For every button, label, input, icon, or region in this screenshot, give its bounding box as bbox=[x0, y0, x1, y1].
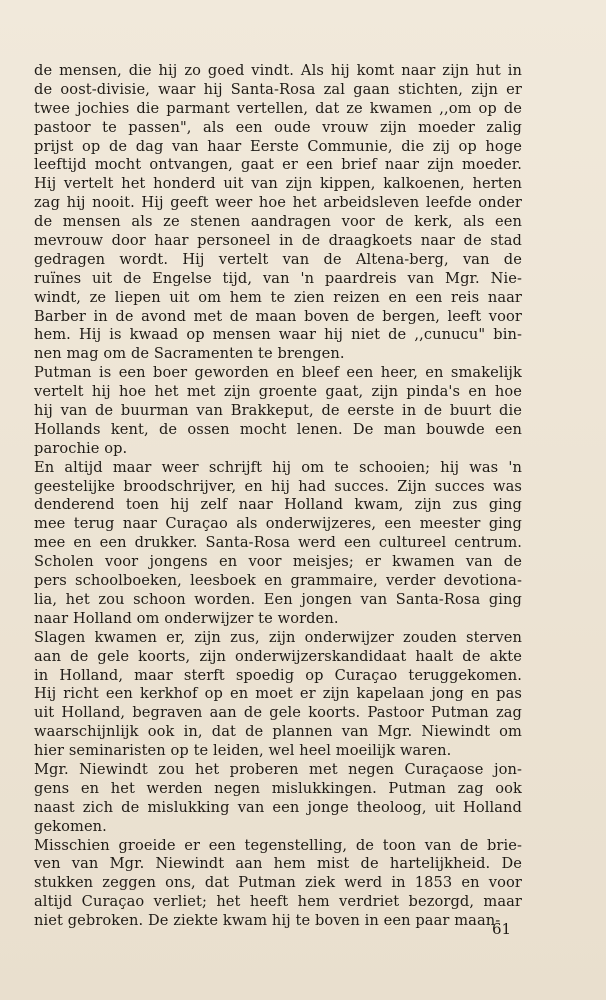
text-line: hem. Hij is kwaad op mensen waar hij niet de ,,cunucu" bin- bbox=[34, 326, 522, 344]
text-line: mee terug naar Curaçao als onderwijzeres, een meester ging bbox=[34, 515, 522, 533]
text-line: twee jochies die parmant vertellen, dat ze kwamen ,,om op de bbox=[34, 99, 522, 117]
text-line: Putman is een boer geworden en bleef een heer, en smakelijk bbox=[34, 364, 522, 382]
text-line: vertelt hij hoe het met zijn groente gaat, zijn pinda's en hoe bbox=[34, 383, 522, 401]
text-line: lia, het zou schoon worden. Een jongen van Santa-Rosa ging bbox=[34, 590, 522, 608]
text-line: waarschijnlijk ook in, dat de plannen van Mgr. Niewindt om bbox=[34, 723, 522, 741]
text-line: En altijd maar weer schrijft hij om te schooien; hij was 'n bbox=[34, 458, 522, 476]
text-line: naast zich de mislukking van een jonge theoloog, uit Holland bbox=[34, 798, 522, 816]
text-line: Mgr. Niewindt zou het proberen met negen Curaçaose jon- bbox=[34, 760, 522, 778]
text-line: de mensen als ze stenen aandragen voor de kerk, als een bbox=[34, 213, 522, 231]
text-line: denderend toen hij zelf naar Holland kwam, zijn zus ging bbox=[34, 496, 522, 514]
text-line: hier seminaristen op te leiden, wel heel moeilijk waren. bbox=[34, 742, 452, 760]
text-line: de mensen, die hij zo goed vindt. Als hij komt naar zijn hut in bbox=[34, 62, 522, 79]
text-line: mee en een drukker. Santa-Rosa werd een cultureel centrum. bbox=[34, 534, 522, 552]
text-line: niet gebroken. De ziekte kwam hij te boven in een paar maan- bbox=[34, 912, 501, 930]
text-line: nen mag om de Sacramenten te brengen. bbox=[34, 345, 345, 363]
text-line: Slagen kwamen er, zijn zus, zijn onderwijzer zouden sterven bbox=[34, 628, 522, 646]
text-line: ruïnes uit de Engelse tijd, van 'n paardreis van Mgr. Nie- bbox=[34, 269, 522, 287]
text-line: mevrouw door haar personeel in de draagkoets naar de stad bbox=[34, 232, 522, 250]
text-line: pers schoolboeken, leesboek en grammaire, verder devotiona- bbox=[34, 572, 522, 590]
text-line: gedragen wordt. Hij vertelt van de Altena-berg, van de bbox=[34, 250, 522, 268]
text-line: gekomen. bbox=[34, 817, 107, 835]
text-line: aan de gele koorts, zijn onderwijzerskandidaat haalt de akte bbox=[34, 647, 522, 665]
text-line: Misschien groeide er een tegenstelling, de toon van de brie- bbox=[34, 836, 522, 854]
text-line: hij van de buurman van Brakkeput, de eerste in de buurt die bbox=[34, 402, 522, 420]
text-line: uit Holland, begraven aan de gele koorts. Pastoor Putman zag bbox=[34, 704, 522, 722]
text-line: gens en het werden negen mislukkingen. Putman zag ook bbox=[34, 779, 522, 797]
text-line: ven van Mgr. Niewindt aan hem mist de hartelijkheid. De bbox=[34, 855, 522, 873]
text-line: stukken zeggen ons, dat Putman ziek werd in 1853 en voor bbox=[34, 874, 522, 892]
text-line: Hij richt een kerkhof op en moet er zijn kapelaan jong en pas bbox=[34, 685, 522, 703]
text-line: naar Holland om onderwijzer te worden. bbox=[34, 609, 339, 627]
text-line: de oost-divisie, waar hij Santa-Rosa zal gaan stichten, zijn er bbox=[34, 80, 522, 98]
text-line: parochie op. bbox=[34, 439, 128, 457]
text-line: pastoor te passen", als een oude vrouw zijn moeder zalig bbox=[34, 118, 522, 136]
text-line: Hollands kent, de ossen mocht lenen. De man bouwde een bbox=[34, 420, 522, 438]
text-line: in Holland, maar sterft spoedig op Curaçao teruggekomen. bbox=[34, 666, 522, 684]
text-line: Scholen voor jongens en voor meisjes; er kwamen van de bbox=[34, 553, 522, 571]
text-line: prijst op de dag van haar Eerste Communie, die zij op hoge bbox=[34, 137, 522, 155]
text-line: Barber in de avond met de maan boven de bergen, leeft voor bbox=[34, 307, 522, 325]
text-line: altijd Curaçao verliet; het heeft hem verdriet bezorgd, maar bbox=[34, 893, 522, 911]
text-line: leeftijd mocht ontvangen, gaat er een brief naar zijn moeder. bbox=[34, 156, 522, 174]
text-line: zag hij nooit. Hij geeft weer hoe het arbeidsleven leefde onder bbox=[34, 194, 522, 212]
text-line: Hij vertelt het honderd uit van zijn kippen, kalkoenen, herten bbox=[34, 175, 522, 193]
page-number: 61 bbox=[492, 920, 512, 938]
body-text bbox=[34, 62, 522, 931]
text-line: windt, ze liepen uit om hem te zien reizen en een reis naar bbox=[34, 288, 522, 306]
text-line: geestelijke broodschrijver, en hij had succes. Zijn succes was bbox=[34, 477, 522, 495]
